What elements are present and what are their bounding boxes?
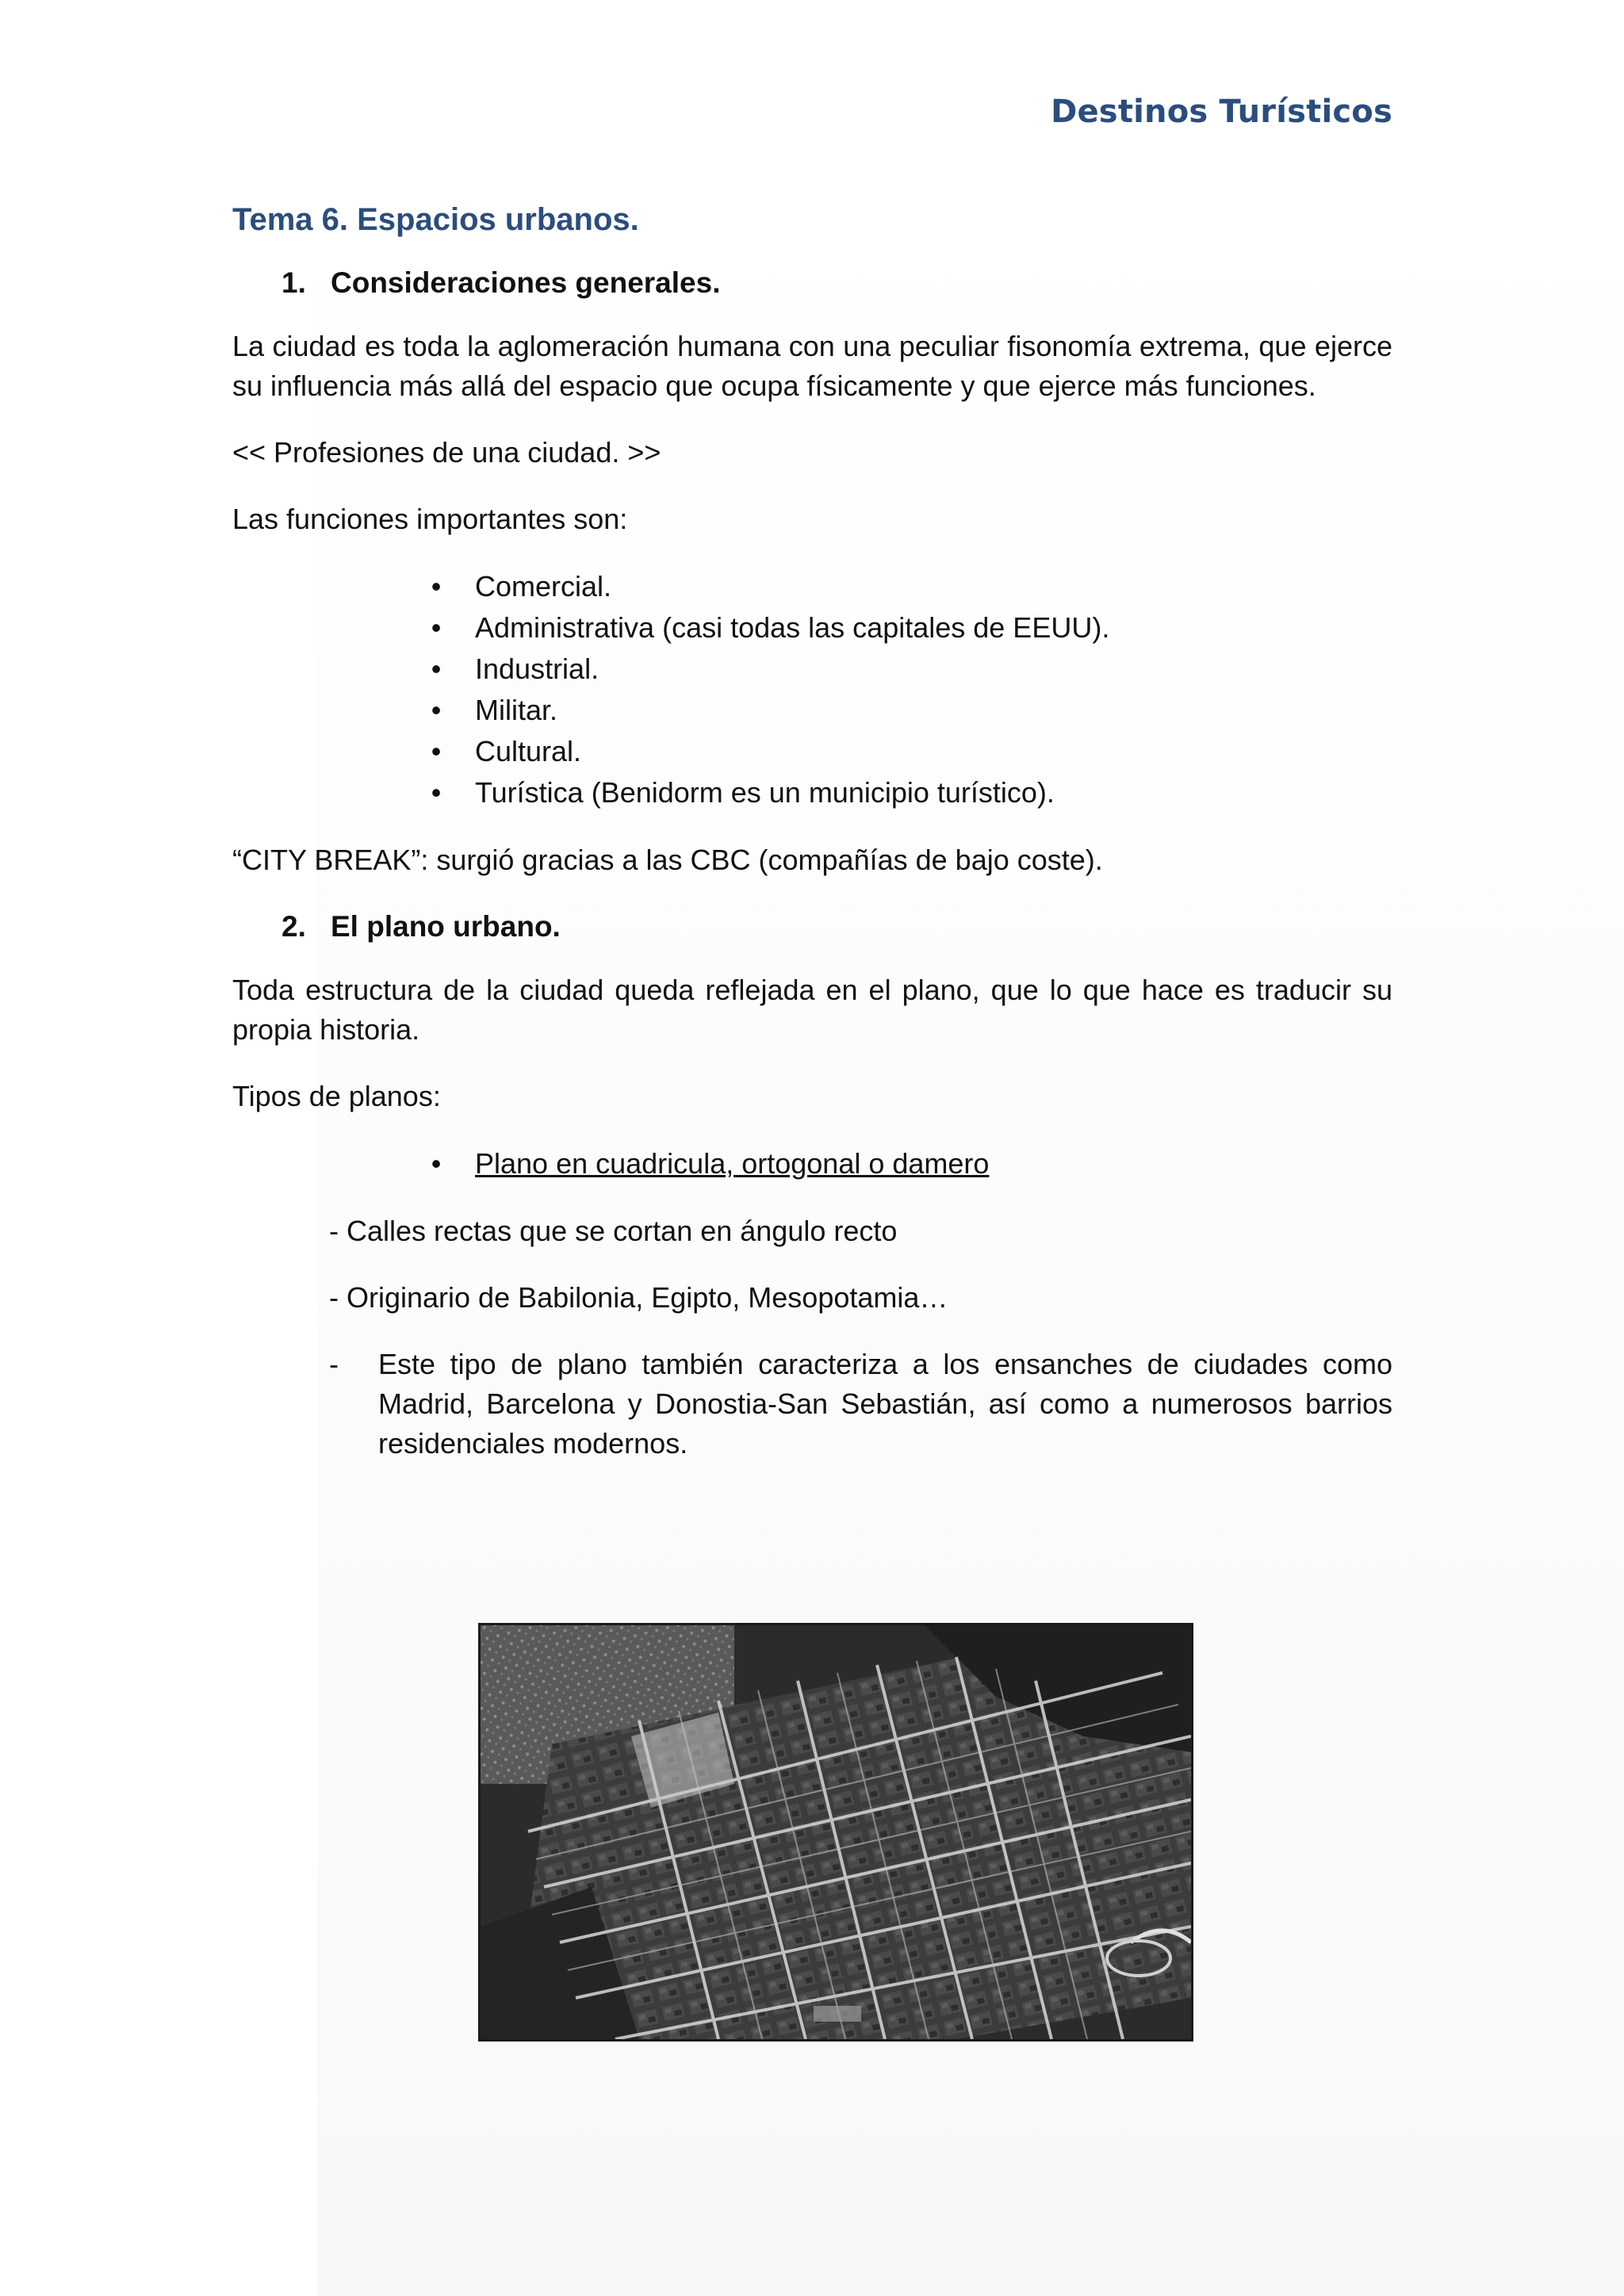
aerial-grid-city-photo	[478, 1623, 1193, 2042]
bullet-icon: •	[431, 611, 442, 644]
dash-mark: -	[329, 1348, 339, 1380]
plan-types-intro: Tipos de planos:	[232, 1080, 441, 1112]
functions-list	[232, 566, 1392, 813]
list-item: • Comercial.	[424, 566, 1392, 607]
feature-line: - Originario de Babilonia, Egipto, Mesopotamia…	[329, 1281, 948, 1314]
section-heading-2	[232, 907, 1392, 947]
plan-paragraph: Toda estructura de la ciudad queda reflejada en el plano, que lo que hace es traducir su propia historia.	[232, 974, 1392, 1046]
functions-intro: Las funciones importantes son:	[232, 503, 628, 535]
section-number: 1.	[282, 266, 306, 299]
feature-item	[232, 1345, 1392, 1464]
plan-type-label: Plano en cuadricula, ortogonal o damero	[475, 1147, 990, 1180]
topic-title: Tema 6. Espacios urbanos.	[232, 202, 639, 237]
section-title: El plano urbano.	[331, 910, 561, 943]
note-line: << Profesiones de una ciudad. >>	[232, 436, 661, 469]
list-item: • Administrativa (casi todas las capitales de EEUU).	[424, 607, 1392, 649]
aerial-photo-illustration	[481, 1625, 1191, 2039]
section-heading-1	[232, 263, 1392, 303]
list-item: • Cultural.	[424, 731, 1392, 772]
definition-paragraph: La ciudad es toda la aglomeración humana con una peculiar fisonomía extrema, que ejerce su influencia más allá del espacio que ocupa físicamente y que ejerce más funciones.	[232, 330, 1392, 402]
list-item: • Militar.	[424, 690, 1392, 731]
header-title: Destinos Turísticos	[1051, 94, 1392, 130]
bullet-icon: •	[431, 694, 442, 726]
bullet-icon: •	[431, 735, 442, 767]
section-number: 2.	[282, 910, 306, 943]
list-item	[424, 1143, 1392, 1184]
list-item: • Turística (Benidorm es un municipio turístico).	[424, 772, 1392, 813]
bullet-icon: •	[431, 1147, 442, 1180]
bullet-icon: •	[431, 652, 442, 685]
feature-text: Este tipo de plano también caracteriza a los ensanches de ciudades como Madrid, Barcelona y Donostia-San Sebastián, así como a numerosos barrios residenciales modernos.	[378, 1348, 1392, 1460]
section-title: Consideraciones generales.	[331, 266, 721, 299]
list-item: • Industrial.	[424, 649, 1392, 690]
plan-types-list	[232, 1143, 1392, 1184]
document-body	[232, 198, 1392, 1490]
city-break-line: “CITY BREAK”: surgió gracias a las CBC (compañías de bajo coste).	[232, 844, 1103, 876]
feature-line: - Calles rectas que se cortan en ángulo recto	[329, 1215, 898, 1247]
bullet-icon: •	[431, 570, 442, 603]
bullet-icon: •	[431, 776, 442, 809]
